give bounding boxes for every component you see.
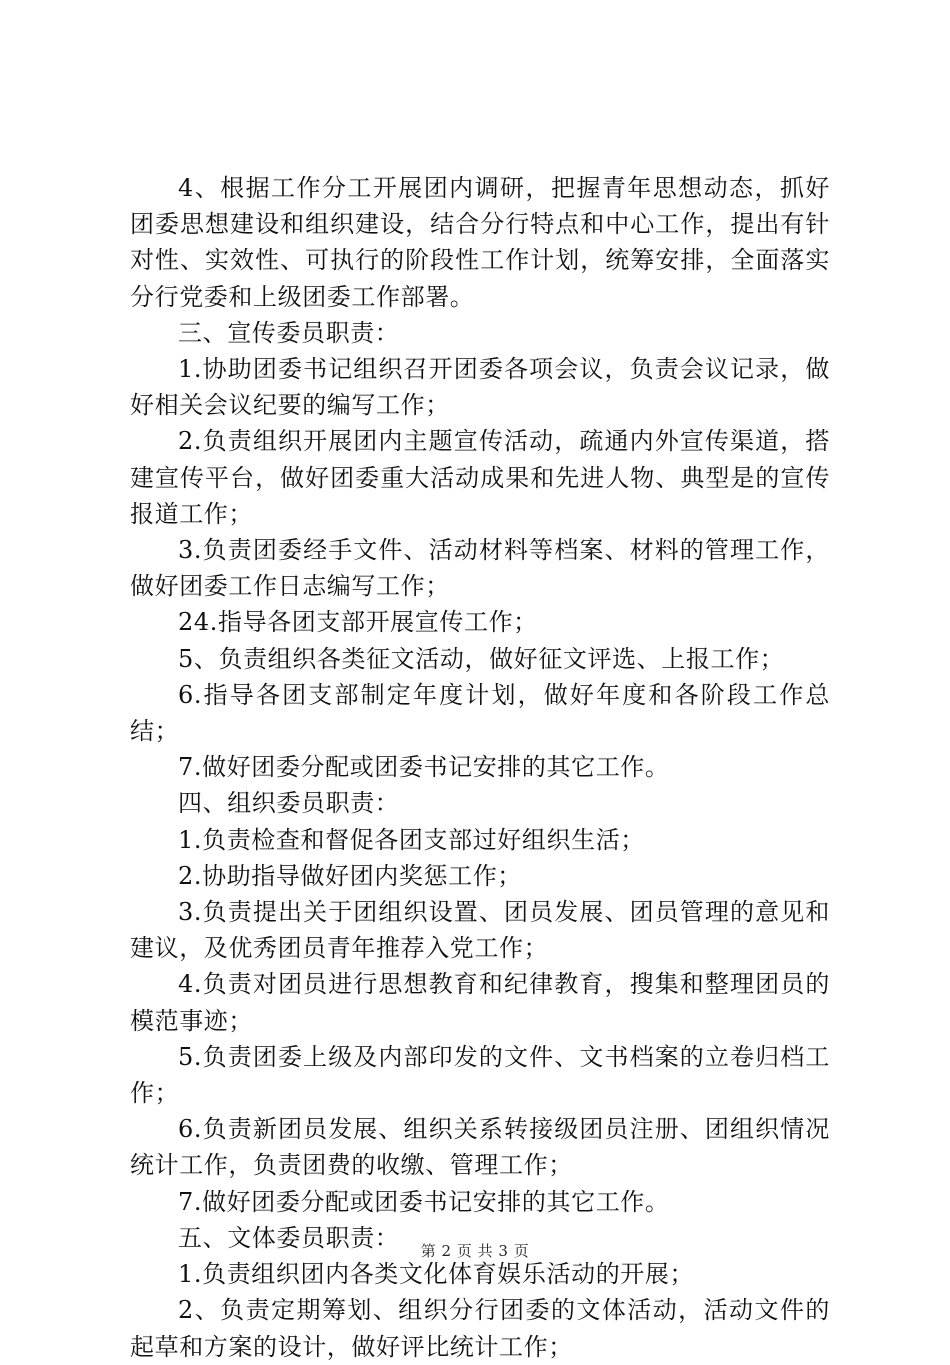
- heading-publicity-duties: 三、宣传委员职责：: [178, 318, 400, 347]
- paragraph-duty-4-research: 4、根据工作分工开展团内调研，把握青年思想动态，抓好团委思想建设和组织建设，结合分行特点和中心工作，提出有针对性、实效性、可执行的阶段性工作计划，统筹安排，全面落实分行党委和上级团委工作部署。: [130, 174, 830, 311]
- paragraph-publicity-7: 7.做好团委分配或团委书记安排的其它工作。: [178, 753, 670, 782]
- paragraph-organization-2: 2.协助指导做好团内奖惩工作；: [178, 861, 522, 890]
- paragraph-publicity-4: 24.指导各团支部开展宣传工作；: [178, 608, 538, 637]
- page-number-footer: 第 2 页 共 3 页: [420, 1242, 530, 1260]
- paragraph-organization-4: 4.负责对团员进行思想教育和纪律教育，搜集和整理团员的模范事迹；: [130, 970, 830, 1035]
- paragraph-organization-1: 1.负责检查和督促各团支部过好组织生活；: [178, 825, 645, 854]
- paragraph-publicity-1: 1.协助团委书记组织召开团委各项会议，负责会议记录，做好相关会议纪要的编写工作；: [130, 355, 830, 420]
- document-body: [130, 170, 830, 1365]
- paragraph-organization-5: 5.负责团委上级及内部印发的文件、文书档案的立卷归档工作；: [130, 1042, 830, 1108]
- paragraph-publicity-6: 6.指导各团支部制定年度计划，做好年度和各阶段工作总结；: [130, 680, 830, 746]
- paragraph-culture-sports-2: 2、负责定期筹划、组织分行团委的文体活动，活动文件的起草和方案的设计，做好评比统计工作；: [130, 1296, 830, 1361]
- paragraph-culture-sports-1: 1.负责组织团内各类文化体育娱乐活动的开展；: [178, 1260, 695, 1289]
- heading-organization-duties: 四、组织委员职责：: [178, 789, 400, 818]
- paragraph-organization-3: 3.负责提出关于团组织设置、团员发展、团员管理的意见和建议，及优秀团员青年推荐入党工作；: [130, 898, 830, 963]
- paragraph-publicity-5: 5、负责组织各类征文活动，做好征文评选、上报工作；: [178, 644, 785, 673]
- paragraph-publicity-3: 3.负责团委经手文件、活动材料等档案、材料的管理工作，做好团委工作日志编写工作；: [130, 536, 830, 601]
- paragraph-organization-7: 7.做好团委分配或团委书记安排的其它工作。: [178, 1187, 670, 1216]
- paragraph-publicity-2: 2.负责组织开展团内主题宣传活动，疏通内外宣传渠道，搭建宣传平台，做好团委重大活动成果和先进人物、典型是的宣传报道工作；: [130, 427, 830, 528]
- heading-culture-sports-duties: 五、文体委员职责：: [178, 1223, 400, 1252]
- paragraph-organization-6: 6.负责新团员发展、组织关系转接级团员注册、团组织情况统计工作，负责团费的收缴、管理工作；: [130, 1115, 830, 1180]
